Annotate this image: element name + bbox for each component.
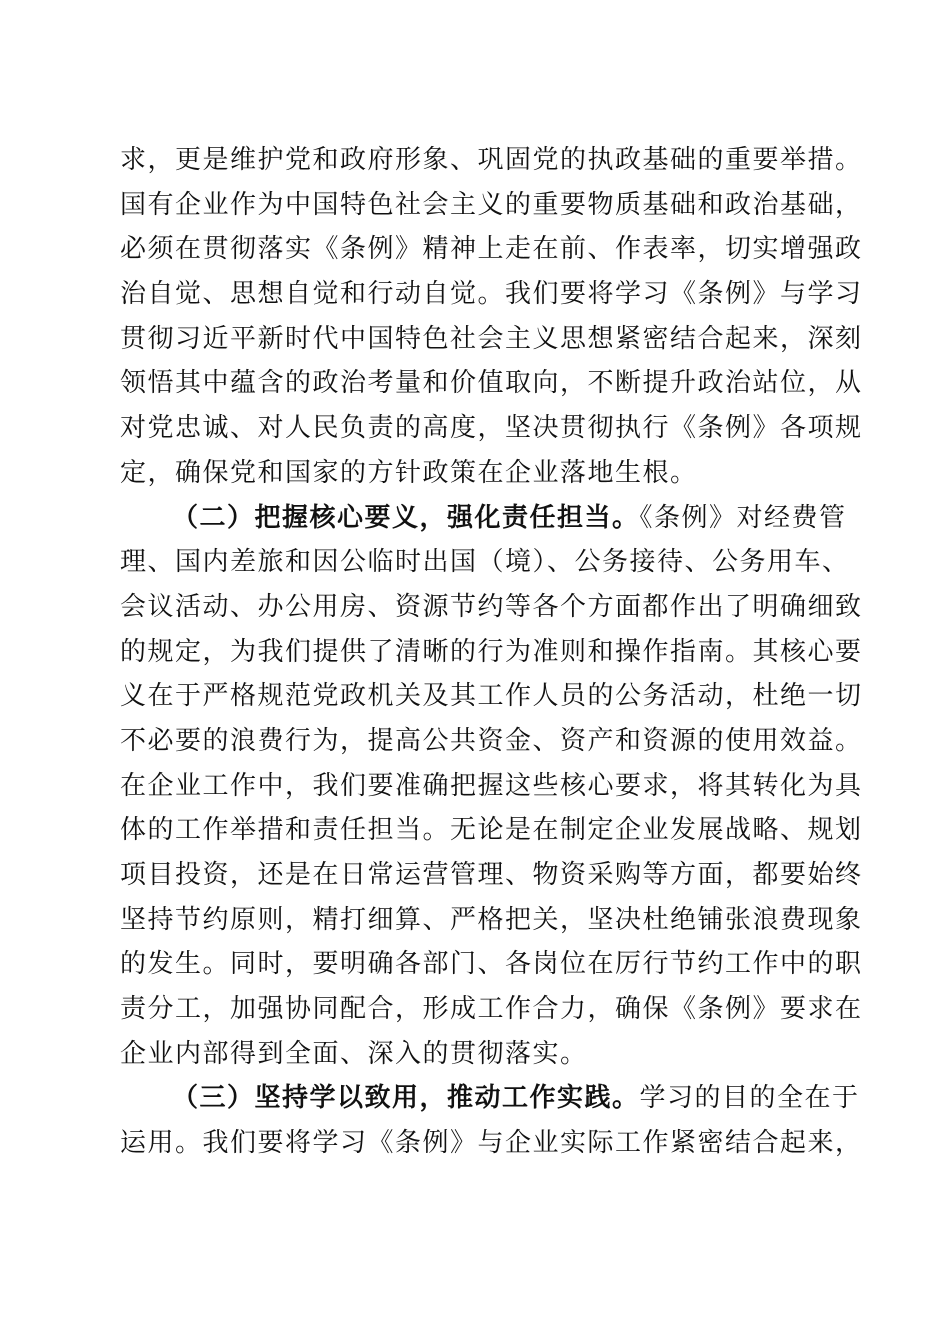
text-line: 国有企业作为中国特色社会主义的重要物质基础和政治基础，: [120, 189, 863, 220]
text-line: 的发生。同时，要明确各部门、各岗位在厉行节约工作中的职: [120, 949, 863, 980]
paragraph-first-line: [120, 496, 847, 541]
text-line: 在企业工作中，我们要准确把握这些核心要求，将其转化为具: [120, 770, 863, 801]
text-line: 责分工，加强协同配合，形成工作合力，确保《条例》要求在: [120, 994, 863, 1025]
text-line: 会议活动、办公用房、资源节约等各个方面都作出了明确细致: [120, 591, 863, 622]
section-heading: （二）把握核心要义，强化责任担当。: [172, 502, 640, 533]
text-line: 理、国内差旅和因公临时出国（境）、公务接待、公务用车、: [120, 547, 850, 578]
paragraph-1: [120, 138, 863, 496]
text-line: 不必要的浪费行为，提高公共资金、资产和资源的使用效益。: [120, 725, 863, 756]
document-body: [120, 138, 863, 1166]
text-line: 义在于严格规范党政机关及其工作人员的公务活动，杜绝一切: [120, 681, 863, 712]
paragraph-3: [120, 1076, 863, 1165]
text-line: 运用。我们要将学习《条例》与企业实际工作紧密结合起来，: [120, 1128, 863, 1159]
text-line: 定，确保党和国家的方针政策在企业落地生根。: [120, 457, 698, 488]
text-line: 坚持节约原则，精打细算、严格把关，坚决杜绝铺张浪费现象: [120, 904, 863, 935]
section-heading: （三）坚持学以致用，推动工作实践。: [172, 1083, 640, 1114]
text-line: 的规定，为我们提供了清晰的行为准则和操作指南。其核心要: [120, 636, 863, 667]
text-line: 体的工作举措和责任担当。无论是在制定企业发展战略、规划: [120, 815, 863, 846]
heading-continuation: 《条例》对经费管: [639, 502, 847, 533]
text-line: 求，更是维护党和政府形象、巩固党的执政基础的重要举措。: [120, 145, 863, 175]
text-line: 治自觉、思想自觉和行动自觉。我们要将学习《条例》与学习: [120, 279, 863, 310]
text-line: 对党忠诚、对人民负责的高度，坚决贯彻执行《条例》各项规: [120, 413, 863, 444]
text-line: 必须在贯彻落实《条例》精神上走在前、作表率，切实增强政: [120, 234, 863, 265]
text-line: 领悟其中蕴含的政治考量和价值取向，不断提升政治站位，从: [120, 368, 863, 399]
heading-continuation: 学习的目的全在于: [639, 1083, 860, 1114]
text-line: 项目投资，还是在日常运营管理、物资采购等方面，都要始终: [120, 860, 863, 890]
text-line: 贯彻习近平新时代中国特色社会主义思想紧密结合起来，深刻: [120, 323, 863, 354]
paragraph-2: [120, 496, 863, 1077]
paragraph-first-line: [120, 1076, 860, 1121]
text-line: 企业内部得到全面、深入的贯彻落实。: [120, 1038, 588, 1069]
